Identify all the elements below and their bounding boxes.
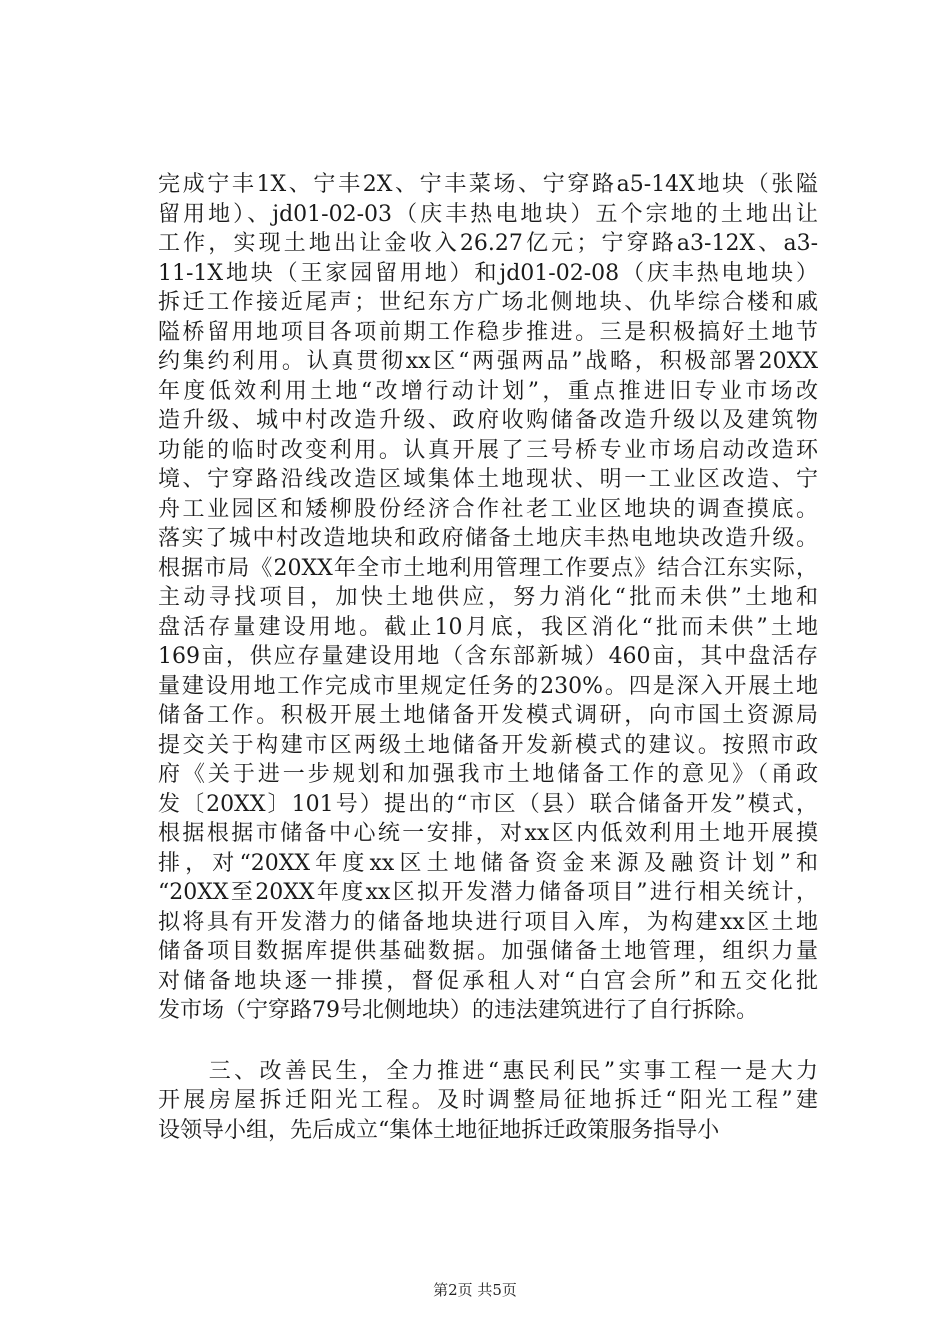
text-line: 盘活存量建设用地。截止10月底，我区消化“批而未供”土地: [158, 614, 818, 640]
text-line: 境、宁穿路沿线改造区域集体土地现状、明一工业区改造、宁: [158, 467, 818, 492]
text-line: 根据市局《20XX年全市土地利用管理工作要点》结合江东实际，: [158, 555, 818, 581]
text-line: 发〔20XX〕101号）提出的“市区（县）联合储备开发”模式，: [158, 791, 818, 817]
text-line: 11-1X地块（王家园留用地）和jd01-02-08（庆丰热电地块）: [158, 260, 818, 286]
text-line: 年度低效利用土地“改增行动计划”，重点推进旧专业市场改: [158, 378, 818, 404]
text-line: “20XX至20XX年度xx区拟开发潜力储备项目”进行相关统计，: [158, 880, 818, 905]
text-line: 拟将具有开发潜力的储备地块进行项目入库，为构建xx区土地: [158, 909, 818, 935]
text-line: 造升级、城中村改造升级、政府收购储备改造升级以及建筑物: [158, 408, 818, 433]
page-footer: 第2页 共5页: [433, 1281, 517, 1299]
text-line: 发市场（宁穿路79号北侧地块）的违法建筑进行了自行拆除。: [158, 998, 758, 1023]
text-line: 储备项目数据库提供基础数据。加强储备土地管理，组织力量: [158, 939, 818, 964]
paragraph-land-work: [158, 170, 818, 1026]
text-line: 工作，实现土地出让金收入26.27亿元；宁穿路a3-12X、a3-: [158, 231, 818, 256]
text-line: 提交关于构建市区两级土地储备开发新模式的建议。按照市政: [158, 732, 818, 758]
text-line: 拆迁工作接近尾声；世纪东方广场北侧地块、仇毕综合楼和戚: [158, 290, 818, 315]
text-line: 主动寻找项目，加快土地供应，努力消化“批而未供”土地和: [158, 585, 818, 610]
text-line: 舟工业园区和矮柳股份经济合作社老工业区地块的调查摸底。: [158, 496, 818, 522]
text-line: 三、改善民生，全力推进“惠民利民”实事工程一是大力: [158, 1058, 818, 1084]
text-line: 府《关于进一步规划和加强我市土地储备工作的意见》（甬政: [158, 762, 818, 787]
text-line: 排，对“20XX年度xx区土地储备资金来源及融资计划”和: [158, 850, 818, 876]
text-line: 完成宁丰1X、宁丰2X、宁丰菜场、宁穿路a5-14X地块（张隘: [158, 172, 818, 197]
text-line: 量建设用地工作完成市里规定任务的230%。四是深入开展土地: [158, 673, 818, 699]
document-body: [158, 170, 818, 1145]
text-line: 储备工作。积极开展土地储备开发模式调研，向市国土资源局: [158, 703, 818, 728]
text-line: 隘桥留用地项目各项前期工作稳步推进。三是积极搞好土地节: [158, 319, 818, 345]
paragraph-livelihood: [158, 1057, 818, 1146]
text-line: 设领导小组，先后成立“集体土地征地拆迁政策服务指导小: [158, 1117, 720, 1143]
text-line: 169亩，供应存量建设用地（含东部新城）460亩，其中盘活存: [158, 644, 818, 669]
text-line: 开展房屋拆迁阳光工程。及时调整局征地拆迁“阳光工程”建: [158, 1088, 818, 1113]
text-line: 功能的临时改变利用。认真开展了三号桥专业市场启动改造环: [158, 437, 818, 463]
text-line: 留用地）、jd01-02-03（庆丰热电地块）五个宗地的土地出让: [158, 201, 818, 227]
text-line: 根据根据市储备中心统一安排，对xx区内低效利用土地开展摸: [158, 821, 818, 846]
text-line: 落实了城中村改造地块和政府储备土地庆丰热电地块改造升级。: [158, 526, 818, 551]
text-line: 对储备地块逐一排摸，督促承租人对“白宫会所”和五交化批: [158, 968, 818, 994]
text-line: 约集约利用。认真贯彻xx区“两强两品”战略，积极部署20XX: [158, 349, 818, 374]
